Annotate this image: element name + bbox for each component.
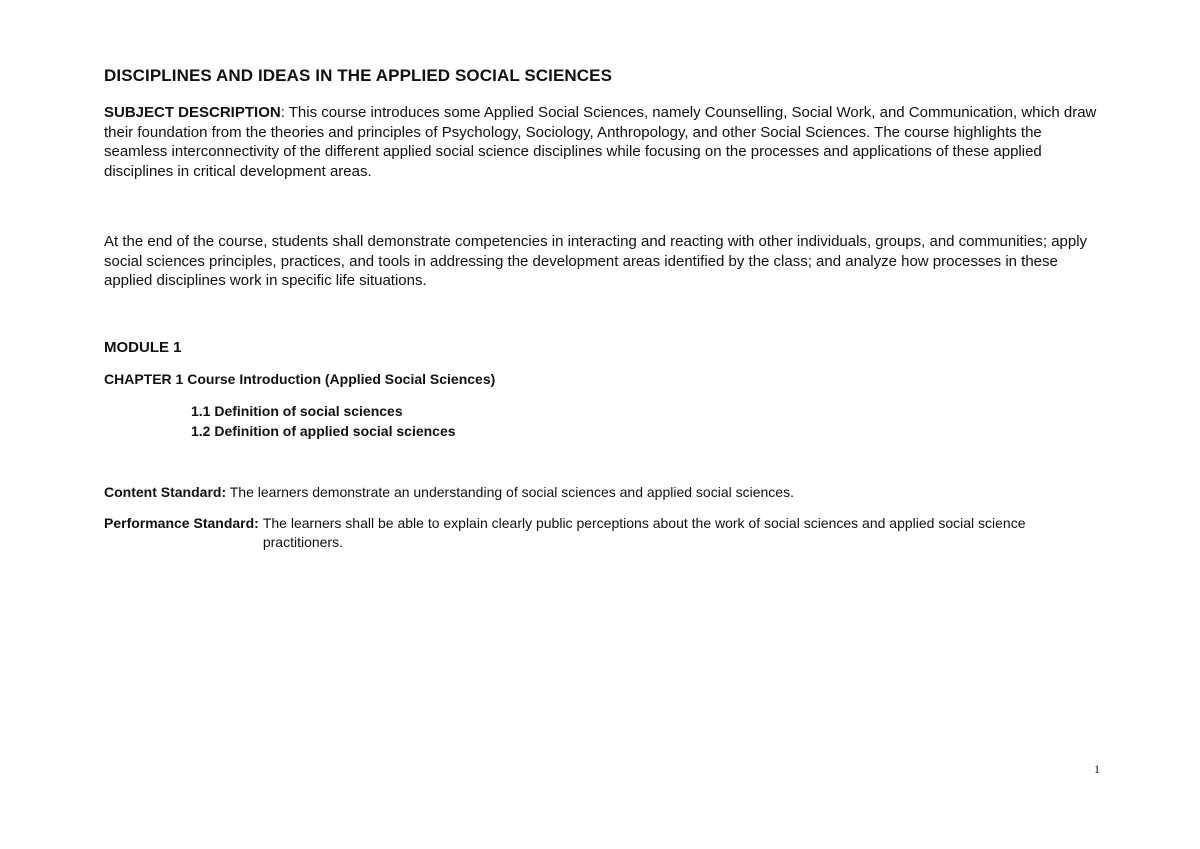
document-title: DISCIPLINES AND IDEAS IN THE APPLIED SOCIAL SCIENCES xyxy=(104,66,613,85)
course-outcome: At the end of the course, students shall demonstrate competencies in interacting and reacting with other individuals, groups, and communities; apply social sciences principles, practices, and tools in addressing the development areas identified by the class; and analyze how processes in these applied disciplines work in specific life situations. xyxy=(104,233,1088,289)
subject-description-label: SUBJECT DESCRIPTION xyxy=(104,104,281,121)
subject-description xyxy=(104,103,1104,181)
performance-standard-text: The learners shall be able to explain clearly public perceptions about the work of social sciences and applied social science practitioners. xyxy=(262,515,1026,550)
content-standard-label: Content Standard: xyxy=(104,484,227,500)
content-standard xyxy=(104,483,1104,502)
topic-item: 1.2 Definition of applied social sciences xyxy=(191,423,456,439)
topic-list xyxy=(191,401,456,441)
module-heading: MODULE 1 xyxy=(104,339,182,356)
chapter-heading: CHAPTER 1 Course Introduction (Applied Social Sciences) xyxy=(104,371,496,387)
page-number: 1 xyxy=(1094,762,1100,776)
topic-item: 1.1 Definition of social sciences xyxy=(191,403,403,419)
content-standard-text: The learners demonstrate an understanding of social sciences and applied social sciences. xyxy=(226,484,794,500)
performance-standard xyxy=(104,514,1104,552)
subject-description-text: : This course introduces some Applied Social Sciences, namely Counselling, Social Work, and Communication, which draw their foundation from the theories and principles of Psychology, Sociology, Anthropology, and other Social Sciences. The course highlights the seamless interconnectivity of the different applied social science disciplines while focusing on the processes and applications of these applied disciplines in critical development areas. xyxy=(104,104,1097,180)
performance-standard-label: Performance Standard: xyxy=(104,515,259,531)
